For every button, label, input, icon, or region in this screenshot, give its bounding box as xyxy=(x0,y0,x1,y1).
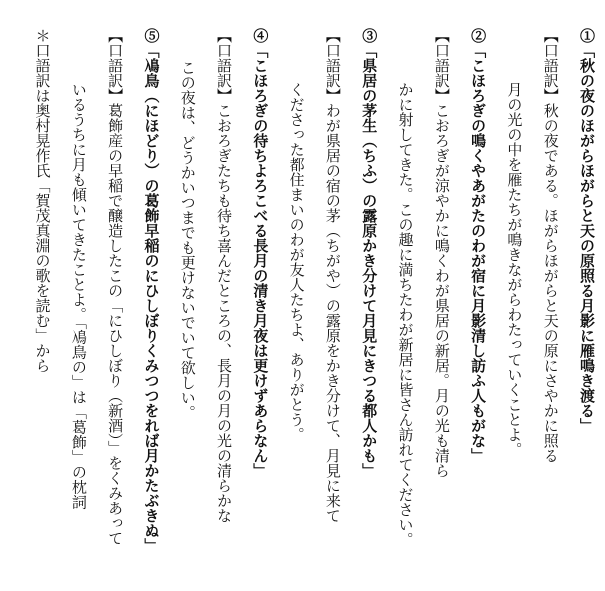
translation-2-cont: かに射してきた。この趣に満ちたわが新居に皆さん訪れてください。 xyxy=(396,82,415,547)
translation-3-text: わが県居の宿の茅（ちがや）の露原をかき分けて、月見に来て xyxy=(323,103,342,523)
translation-5-text: 葛飾産の早稲で醸造したこの「にひしぼり（新酒）」をくみあって xyxy=(106,103,125,546)
translation-3 xyxy=(315,28,351,591)
translation-5-cont: いるうちに月も傾いてきたことよ。「鳰鳥の」は「葛飾」の枕詞 xyxy=(69,82,88,510)
translation-2-text: こおろぎが涼やかに鳴くわが県居の新居。月の光も清ら xyxy=(432,103,451,478)
translation-label: 【口語訳】 xyxy=(432,28,451,103)
translation-4-cont: この夜は、どうかいつまでも更けないでいて欲しい。 xyxy=(178,60,197,420)
poem-1: ①「秋の夜のほがらほがらと天の原照る月影に雁鳴き渡る」 xyxy=(578,28,596,433)
translation-1-text: 秋の夜である。ほがらほがらと天の原にさやかに照る xyxy=(541,103,560,463)
translation-5 xyxy=(97,28,133,591)
translation-3-cont: くださった都住まいのわが友人たちよ、ありがとう。 xyxy=(287,82,306,442)
poem-4: ④「こほろぎの待ちよろこべる長月の清き月夜は更けずあらなん」 xyxy=(251,28,270,478)
poem-3: ③「県居の茅生（ちふ）の露原かき分けて月見にきつる都人かも」 xyxy=(360,28,379,478)
translation-label: 【口語訳】 xyxy=(215,28,234,103)
translation-4 xyxy=(206,28,242,591)
translation-4-text: こおろぎたちも待ち喜んだところの、長月の月の光の清らかな xyxy=(215,103,234,523)
translation-2 xyxy=(424,28,460,591)
poem-5: ⑤「鳰鳥（にほどり）の葛飾早稲のにひしぼりくみつつをれば月かたぶきぬ」 xyxy=(142,28,161,553)
translation-1 xyxy=(532,28,568,591)
translation-1-cont: 月の光の中を雁たちが鳴きながらわたっていくことよ。 xyxy=(505,82,524,457)
translation-label: 【口語訳】 xyxy=(106,28,125,103)
translation-label: 【口語訳】 xyxy=(323,28,342,103)
source-note: ＊口語訳は奥村晃作氏「賀茂真淵の歌を読む」から xyxy=(33,28,52,373)
translation-label: 【口語訳】 xyxy=(541,28,560,103)
poem-2: ②「こほろぎの鳴くやあがたのわが宿に月影清し訪ふ人もがな」 xyxy=(469,28,488,463)
